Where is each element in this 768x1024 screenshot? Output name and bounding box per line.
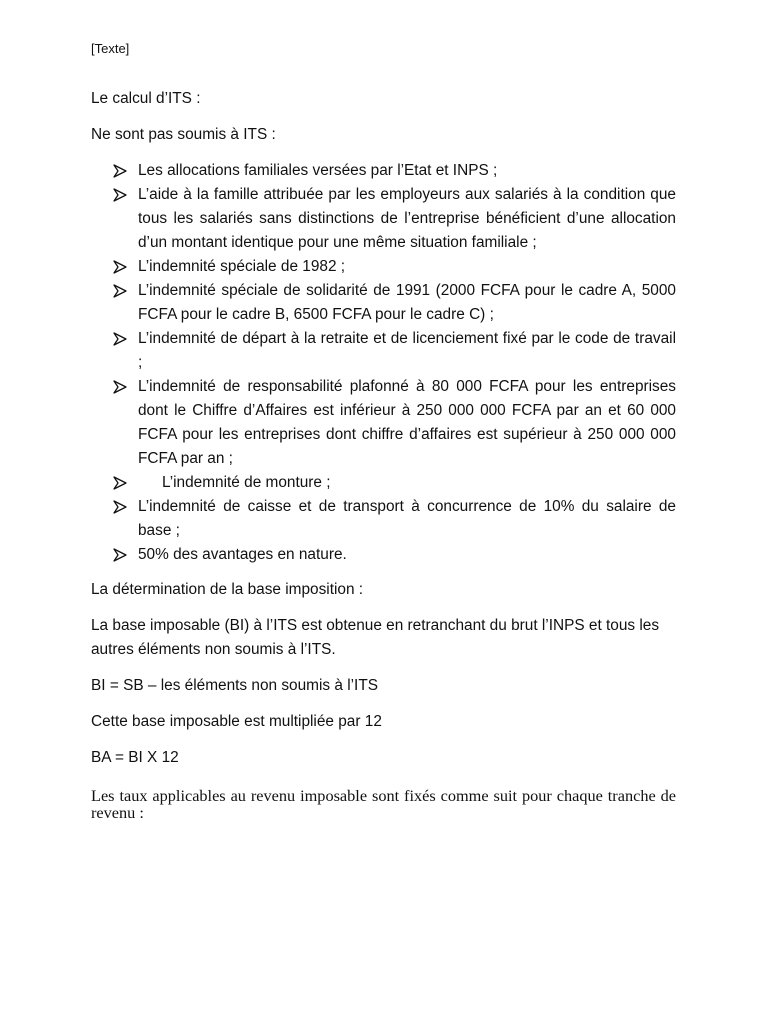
arrowhead-bullet-icon bbox=[113, 543, 129, 567]
paragraph-taux-applicables: Les taux applicables au revenu imposable sont fixés comme suit pour chaque tranche de revenu : bbox=[91, 786, 676, 822]
list-item bbox=[91, 159, 676, 183]
formula-ba: BA = BI X 12 bbox=[91, 749, 179, 766]
list-item bbox=[91, 375, 676, 471]
list-item-text: L’indemnité spéciale de 1982 ; bbox=[138, 258, 346, 275]
list-item bbox=[91, 183, 676, 255]
document-body bbox=[91, 87, 676, 837]
list-item-text: Les allocations familiales versées par l’Etat et INPS ; bbox=[138, 162, 498, 179]
arrowhead-bullet-icon bbox=[113, 327, 129, 351]
heading-calcul: Le calcul d’ITS : bbox=[91, 90, 201, 107]
paragraph-multiplied: Cette base imposable est multipliée par 12 bbox=[91, 713, 382, 730]
list-item-text: 50% des avantages en nature. bbox=[138, 546, 347, 563]
list-item-text: L’indemnité de monture ; bbox=[162, 474, 331, 491]
list-item bbox=[91, 471, 676, 495]
list-item-text: L’indemnité de responsabilité plafonné à 80 000 FCFA pour les entreprises dont le Chiffre d’Affaires est inférieur à 250 000 000 FCFA par an et 60 000 FCFA pour les entreprises dont chiffre d’affaires est supérieur à 250 000 000 FCFA par an ; bbox=[138, 378, 676, 467]
list-item bbox=[91, 255, 676, 279]
header-placeholder: [Texte] bbox=[91, 41, 130, 56]
arrowhead-bullet-icon bbox=[113, 375, 129, 399]
list-item bbox=[91, 543, 676, 567]
arrowhead-bullet-icon bbox=[113, 159, 129, 183]
list-item-text: L’indemnité de caisse et de transport à concurrence de 10% du salaire de base ; bbox=[138, 498, 676, 539]
list-item bbox=[91, 495, 676, 543]
heading-non-soumis: Ne sont pas soumis à ITS : bbox=[91, 126, 276, 143]
list-item-text: L’indemnité spéciale de solidarité de 1991 (2000 FCFA pour le cadre A, 5000 FCFA pour le cadre B, 6500 FCFA pour le cadre C) ; bbox=[138, 282, 676, 323]
formula-bi: BI = SB – les éléments non soumis à l’ITS bbox=[91, 677, 378, 694]
arrowhead-bullet-icon bbox=[113, 495, 129, 519]
exemptions-list bbox=[91, 159, 676, 567]
list-item bbox=[91, 279, 676, 327]
arrowhead-bullet-icon bbox=[113, 255, 129, 279]
arrowhead-bullet-icon bbox=[113, 279, 129, 303]
list-item-text: L’aide à la famille attribuée par les employeurs aux salariés à la condition que tous les salariés sans distinctions de l’entreprise bénéficient d’une allocation d’un montant identique pour une même situation familiale ; bbox=[138, 186, 676, 251]
heading-base-imposition: La détermination de la base imposition : bbox=[91, 581, 364, 598]
list-item bbox=[91, 327, 676, 375]
paragraph-base-imposable: La base imposable (BI) à l’ITS est obtenue en retranchant du brut l’INPS et tous les autres éléments non soumis à l’ITS. bbox=[91, 617, 660, 658]
arrowhead-bullet-icon bbox=[113, 183, 129, 207]
arrowhead-bullet-icon bbox=[113, 471, 129, 495]
list-item-text: L’indemnité de départ à la retraite et de licenciement fixé par le code de travail ; bbox=[138, 330, 676, 371]
